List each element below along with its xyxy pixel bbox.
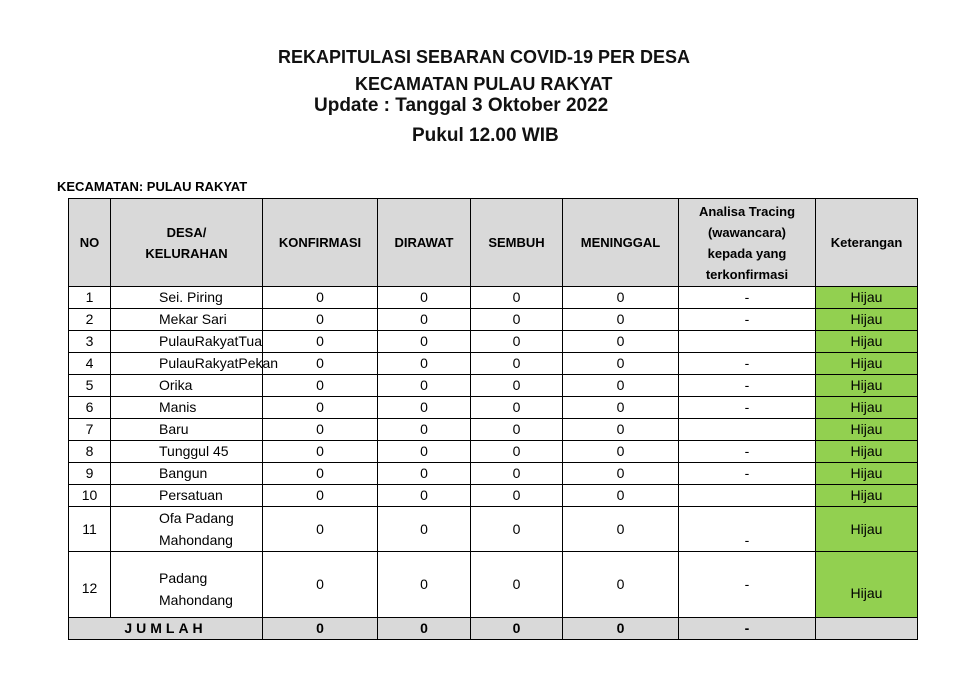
col-header-sembuh: SEMBUH bbox=[471, 199, 563, 287]
cell-dirawat: 0 bbox=[378, 552, 471, 618]
cell-dirawat: 0 bbox=[378, 309, 471, 331]
cell-dirawat: 0 bbox=[378, 375, 471, 397]
cell-sembuh: 0 bbox=[471, 485, 563, 507]
cell-konfirmasi: 0 bbox=[263, 419, 378, 441]
cell-dirawat: 0 bbox=[378, 397, 471, 419]
cell-no: 4 bbox=[69, 353, 111, 375]
table-row bbox=[69, 507, 918, 552]
title-line-1: REKAPITULASI SEBARAN COVID-19 PER DESA bbox=[278, 47, 691, 67]
cell-keterangan: Hijau bbox=[816, 331, 918, 353]
total-dirawat: 0 bbox=[378, 618, 471, 640]
cell-analisa: - bbox=[679, 309, 816, 331]
cell-dirawat: 0 bbox=[378, 331, 471, 353]
cell-keterangan: Hijau bbox=[816, 463, 918, 485]
cell-meninggal: 0 bbox=[563, 353, 679, 375]
cell-meninggal: 0 bbox=[563, 463, 679, 485]
cell-analisa bbox=[679, 331, 816, 353]
cell-keterangan: Hijau bbox=[816, 309, 918, 331]
cell-sembuh: 0 bbox=[471, 552, 563, 618]
cell-desa-line1: Ofa Padang bbox=[159, 510, 234, 526]
cell-desa bbox=[111, 507, 263, 552]
col-header-desa-line1: DESA/ bbox=[166, 224, 207, 240]
cell-analisa: - bbox=[679, 375, 816, 397]
cell-dirawat: 0 bbox=[378, 441, 471, 463]
cell-no: 1 bbox=[69, 287, 111, 309]
cell-konfirmasi: 0 bbox=[263, 507, 378, 552]
cell-keterangan: Hijau bbox=[816, 419, 918, 441]
cell-desa bbox=[111, 552, 263, 618]
cell-keterangan: Hijau bbox=[816, 287, 918, 309]
cell-konfirmasi: 0 bbox=[263, 397, 378, 419]
title-line-2: KECAMATAN PULAU RAKYAT bbox=[355, 74, 613, 94]
cell-sembuh: 0 bbox=[471, 507, 563, 552]
cell-no: 9 bbox=[69, 463, 111, 485]
table-row bbox=[69, 419, 918, 441]
cell-desa-line2: Mahondang bbox=[159, 591, 233, 608]
cell-konfirmasi: 0 bbox=[263, 353, 378, 375]
cell-meninggal: 0 bbox=[563, 287, 679, 309]
table-row bbox=[69, 552, 918, 618]
total-analisa: - bbox=[679, 618, 816, 640]
cell-desa: Bangun bbox=[111, 463, 263, 485]
cell-analisa bbox=[679, 485, 816, 507]
cell-sembuh: 0 bbox=[471, 375, 563, 397]
cell-meninggal: 0 bbox=[563, 507, 679, 552]
update-time: Pukul 12.00 WIB bbox=[412, 125, 559, 146]
cell-sembuh: 0 bbox=[471, 331, 563, 353]
cell-konfirmasi: 0 bbox=[263, 287, 378, 309]
cell-konfirmasi: 0 bbox=[263, 552, 378, 618]
cell-desa: Persatuan bbox=[111, 485, 263, 507]
col-header-desa-line2: KELURAHAN bbox=[145, 245, 228, 261]
cell-no: 12 bbox=[69, 552, 111, 618]
covid-table bbox=[68, 198, 918, 640]
cell-sembuh: 0 bbox=[471, 287, 563, 309]
table-row bbox=[69, 331, 918, 353]
cell-analisa: - bbox=[679, 441, 816, 463]
cell-analisa: - bbox=[679, 507, 816, 552]
cell-keterangan: Hijau bbox=[816, 397, 918, 419]
cell-dirawat: 0 bbox=[378, 485, 471, 507]
cell-keterangan: Hijau bbox=[816, 353, 918, 375]
col-header-desa bbox=[111, 199, 263, 287]
cell-analisa bbox=[679, 419, 816, 441]
col-header-analisa-line3: kepada yang bbox=[707, 245, 787, 261]
cell-sembuh: 0 bbox=[471, 353, 563, 375]
table-row bbox=[69, 287, 918, 309]
cell-meninggal: 0 bbox=[563, 552, 679, 618]
cell-desa-line2: Mahondang bbox=[159, 532, 233, 548]
cell-meninggal: 0 bbox=[563, 397, 679, 419]
col-header-analisa-line2: (wawancara) bbox=[707, 224, 787, 240]
cell-analisa: - bbox=[679, 552, 816, 618]
total-row bbox=[69, 618, 918, 640]
cell-desa: PulauRakyatTua bbox=[111, 331, 263, 353]
cell-desa: Tunggul 45 bbox=[111, 441, 263, 463]
cell-desa: Mekar Sari bbox=[111, 309, 263, 331]
cell-dirawat: 0 bbox=[378, 353, 471, 375]
cell-no: 11 bbox=[69, 507, 111, 552]
col-header-analisa-line1: Analisa Tracing bbox=[698, 203, 796, 219]
cell-konfirmasi: 0 bbox=[263, 375, 378, 397]
cell-meninggal: 0 bbox=[563, 375, 679, 397]
cell-meninggal: 0 bbox=[563, 485, 679, 507]
cell-dirawat: 0 bbox=[378, 287, 471, 309]
col-header-keterangan: Keterangan bbox=[816, 199, 918, 287]
table-row bbox=[69, 463, 918, 485]
cell-desa: Sei. Piring bbox=[111, 287, 263, 309]
cell-sembuh: 0 bbox=[471, 441, 563, 463]
cell-keterangan: Hijau bbox=[816, 375, 918, 397]
cell-no: 3 bbox=[69, 331, 111, 353]
col-header-no: NO bbox=[69, 199, 111, 287]
cell-no: 6 bbox=[69, 397, 111, 419]
cell-dirawat: 0 bbox=[378, 419, 471, 441]
cell-sembuh: 0 bbox=[471, 397, 563, 419]
cell-analisa: - bbox=[679, 353, 816, 375]
table-row bbox=[69, 375, 918, 397]
cell-keterangan: Hijau bbox=[816, 507, 918, 552]
col-header-analisa-line4: terkonfirmasi bbox=[705, 266, 789, 282]
cell-dirawat: 0 bbox=[378, 463, 471, 485]
cell-konfirmasi: 0 bbox=[263, 441, 378, 463]
cell-no: 8 bbox=[69, 441, 111, 463]
table-row bbox=[69, 485, 918, 507]
col-header-konfirmasi: KONFIRMASI bbox=[263, 199, 378, 287]
total-meninggal: 0 bbox=[563, 618, 679, 640]
table-header-row bbox=[69, 199, 918, 287]
cell-keterangan: Hijau bbox=[816, 441, 918, 463]
cell-no: 5 bbox=[69, 375, 111, 397]
table-row bbox=[69, 397, 918, 419]
cell-analisa: - bbox=[679, 463, 816, 485]
col-header-meninggal: MENINGGAL bbox=[563, 199, 679, 287]
cell-konfirmasi: 0 bbox=[263, 309, 378, 331]
update-date: Update : Tanggal 3 Oktober 2022 bbox=[314, 95, 609, 116]
cell-meninggal: 0 bbox=[563, 419, 679, 441]
kecamatan-label: KECAMATAN: PULAU RAKYAT bbox=[57, 179, 248, 194]
cell-meninggal: 0 bbox=[563, 309, 679, 331]
cell-analisa: - bbox=[679, 397, 816, 419]
cell-sembuh: 0 bbox=[471, 419, 563, 441]
cell-desa: PulauRakyatPekan bbox=[111, 353, 263, 375]
cell-no: 7 bbox=[69, 419, 111, 441]
cell-desa: Baru bbox=[111, 419, 263, 441]
cell-meninggal: 0 bbox=[563, 331, 679, 353]
total-konfirmasi: 0 bbox=[263, 618, 378, 640]
cell-konfirmasi: 0 bbox=[263, 485, 378, 507]
total-sembuh: 0 bbox=[471, 618, 563, 640]
cell-desa-line1: Padang bbox=[159, 569, 208, 586]
cell-desa: Orika bbox=[111, 375, 263, 397]
cell-keterangan: Hijau bbox=[816, 485, 918, 507]
cell-konfirmasi: 0 bbox=[263, 331, 378, 353]
table-row bbox=[69, 309, 918, 331]
cell-sembuh: 0 bbox=[471, 463, 563, 485]
table-row bbox=[69, 353, 918, 375]
cell-analisa: - bbox=[679, 287, 816, 309]
cell-sembuh: 0 bbox=[471, 309, 563, 331]
cell-dirawat: 0 bbox=[378, 507, 471, 552]
cell-meninggal: 0 bbox=[563, 441, 679, 463]
cell-no: 2 bbox=[69, 309, 111, 331]
cell-konfirmasi: 0 bbox=[263, 463, 378, 485]
total-label: JUMLAH bbox=[69, 618, 263, 640]
total-keterangan bbox=[816, 618, 918, 640]
cell-desa: Manis bbox=[111, 397, 263, 419]
cell-keterangan: Hijau bbox=[816, 552, 918, 618]
cell-no: 10 bbox=[69, 485, 111, 507]
col-header-dirawat: DIRAWAT bbox=[378, 199, 471, 287]
table-row bbox=[69, 441, 918, 463]
col-header-analisa bbox=[679, 199, 816, 287]
